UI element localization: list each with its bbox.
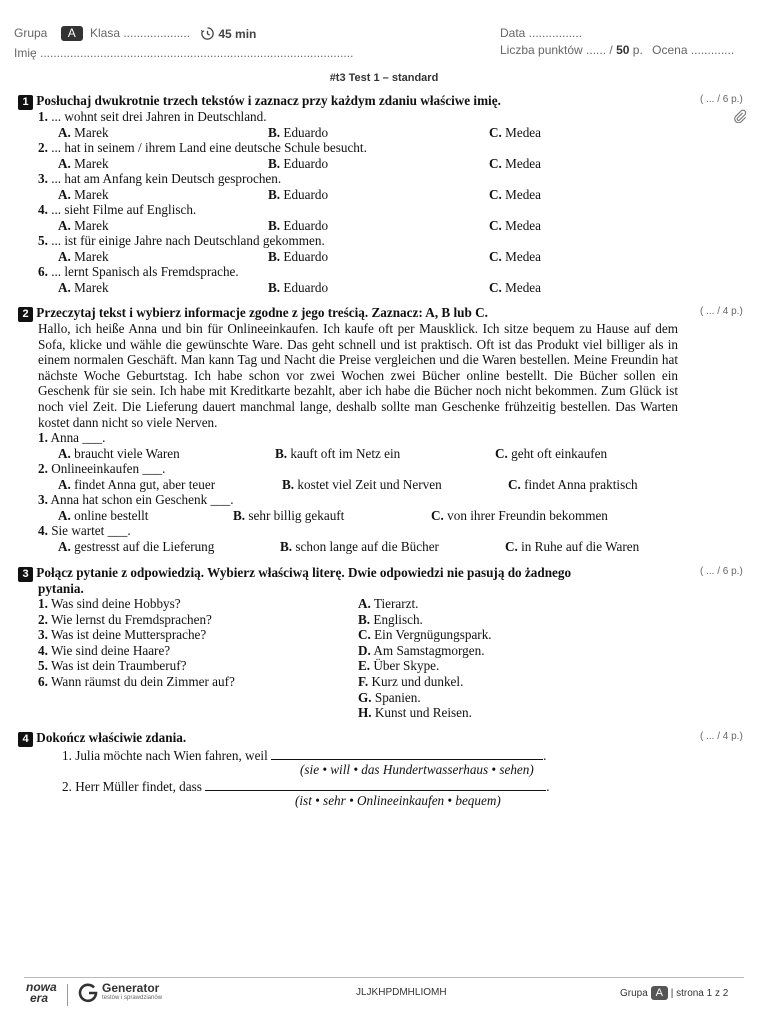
question-item: 6. ... lernt Spanisch als Fremdsprache. — [38, 264, 239, 279]
option-a[interactable]: A. online bestellt — [58, 507, 149, 523]
option-c[interactable]: C. Medea — [489, 124, 542, 140]
option-a[interactable]: A. Marek — [58, 155, 109, 171]
completion-item: 2. Herr Müller findet, dass . — [62, 779, 550, 794]
task-3-points: ( ... / 6 p.) — [700, 566, 743, 577]
question-item: 5. ... ist für einige Jahre nach Deutschland gekommen. — [38, 233, 325, 248]
answer-line[interactable] — [205, 777, 546, 791]
option-a[interactable]: A. gestresst auf die Lieferung — [58, 538, 215, 554]
task-number: 1 — [18, 95, 33, 110]
question-item: 2. ... hat in seinem / ihrem Land eine deutsche Schule besucht. — [38, 140, 367, 155]
question-item: 1. Anna ___. — [38, 430, 106, 445]
task-3-heading-cont: pytania. — [38, 581, 84, 596]
match-answer[interactable]: G. Spanien. — [358, 689, 421, 705]
option-c[interactable]: C. geht oft einkaufen — [495, 445, 608, 461]
question-item: 1. ... wohnt seit drei Jahren in Deutschland. — [38, 109, 267, 124]
option-b[interactable]: B. kauft oft im Netz ein — [275, 445, 401, 461]
answer-line[interactable] — [271, 746, 543, 760]
generator-logo — [77, 982, 99, 1009]
match-answer[interactable]: C. Ein Vergnügungspark. — [358, 627, 492, 643]
option-c[interactable]: C. Medea — [489, 248, 542, 264]
option-b[interactable]: B. Eduardo — [268, 279, 329, 295]
match-question: 6. Wann räumst du dein Zimmer auf? — [38, 674, 235, 689]
option-b[interactable]: B. Eduardo — [268, 186, 329, 202]
match-answer[interactable]: B. Englisch. — [358, 611, 423, 627]
option-b[interactable]: B. schon lange auf die Bücher — [280, 538, 439, 554]
test-code: JLJKHPDMHLIOMH — [356, 987, 447, 998]
logo-divider — [67, 984, 68, 1006]
option-c[interactable]: C. in Ruhe auf die Waren — [505, 538, 640, 554]
time-field: 45 min — [200, 26, 256, 41]
word-hint: (ist • sehr • Onlineeinkaufen • bequem) — [295, 793, 501, 808]
option-b[interactable]: B. Eduardo — [268, 217, 329, 233]
option-c[interactable]: C. Medea — [489, 155, 542, 171]
option-c[interactable]: C. von ihrer Freundin bekommen — [431, 507, 608, 523]
question-item: 2. Onlineeinkaufen ___. — [38, 461, 166, 476]
match-answer[interactable]: D. Am Samstagmorgen. — [358, 642, 485, 658]
nowa-era-logo: nowa era — [26, 980, 57, 1005]
group-field: Grupa A — [14, 26, 83, 41]
task-number: 4 — [18, 732, 33, 747]
option-c[interactable]: C. findet Anna praktisch — [508, 476, 638, 492]
task-4-heading: 4 Dokończ właściwie zdania. — [18, 730, 186, 747]
question-item: 4. ... sieht Filme auf Englisch. — [38, 202, 197, 217]
group-badge: A — [61, 26, 83, 41]
option-b[interactable]: B. Eduardo — [268, 248, 329, 264]
question-item: 3. Anna hat schon ein Geschenk ___. — [38, 492, 234, 507]
task-number: 2 — [18, 307, 33, 322]
reading-text: Hallo, ich heiße Anna und bin für Onlineeinkaufen. Ich kaufe oft per Mausklick. Ich sitze bequem zu Hause auf dem Sofa, klicke und wähle die gewünschte Ware. Das geht schnell und ist praktisch. Oft ist das Produkt viel billiger als in einem normalen Geschäft. Man kann Tag und Nacht die Preise vergleichen und die Waren bestellen. Meine Freundin hat nächste Woche Geburtstag. Ich habe schon vor zwei Wochen zwei Bücher online bestellt. Die Bücher sollen ein Geschenk für sie sein. Ich habe mit Kreditkarte bezahlt, aber ich habe die Bücher noch nicht bekommen. Zum Glück ist noch viel Zeit. Die Lieferung dauert manchmal lange, deshalb sollte man Geschenke frühzeitig bestellen. Das Warten kostet dann nicht so viele Nerven. — [38, 321, 678, 430]
completion-item: 1. Julia möchte nach Wien fahren, weil . — [62, 748, 547, 763]
class-field: Klasa .................... — [90, 26, 191, 40]
option-a[interactable]: A. Marek — [58, 217, 109, 233]
question-item: 4. Sie wartet ___. — [38, 523, 131, 538]
paperclip-icon — [733, 109, 747, 128]
option-c[interactable]: C. Medea — [489, 186, 542, 202]
word-hint: (sie • will • das Hundertwasserhaus • sehen) — [300, 762, 534, 777]
option-a[interactable]: A. Marek — [58, 248, 109, 264]
task-number: 3 — [18, 567, 33, 582]
task-1-points: ( ... / 6 p.) — [700, 94, 743, 105]
date-field: Data ................ — [500, 26, 583, 40]
test-title: #t3 Test 1 – standard — [329, 72, 439, 84]
option-a[interactable]: A. Marek — [58, 186, 109, 202]
match-question: 5. Was ist dein Traumberuf? — [38, 658, 187, 674]
match-answer[interactable]: H. Kunst und Reisen. — [358, 705, 472, 721]
option-a[interactable]: A. braucht viele Waren — [58, 445, 180, 461]
task-2-heading: 2 Przeczytaj tekst i wybierz informacje zgodne z jego treścią. Zaznacz: A, B lub C. — [18, 305, 488, 322]
option-b[interactable]: B. kostet viel Zeit und Nerven — [282, 476, 442, 492]
points-field: Liczba punktów ...... / 50 p. Ocena ............. — [500, 43, 735, 57]
match-question: 3. Was ist deine Muttersprache? — [38, 627, 207, 643]
match-answer[interactable]: E. Über Skype. — [358, 658, 440, 674]
generator-subtitle: testów i sprawdzianów — [102, 995, 163, 1001]
timer-icon — [200, 26, 215, 41]
group-badge: A — [651, 986, 668, 1000]
option-a[interactable]: A. findet Anna gut, aber teuer — [58, 476, 216, 492]
generator-title: Generator — [102, 981, 160, 995]
option-c[interactable]: C. Medea — [489, 279, 542, 295]
match-question: 1. Was sind deine Hobbys? — [38, 596, 181, 611]
footer-divider — [24, 977, 744, 978]
match-question: 4. Wie sind deine Haare? — [38, 642, 171, 658]
match-answer[interactable]: F. Kurz und dunkel. — [358, 674, 464, 689]
option-b[interactable]: B. Eduardo — [268, 124, 329, 140]
name-field: Imię .............................................................................................. — [14, 46, 354, 60]
option-b[interactable]: B. Eduardo — [268, 155, 329, 171]
generator-g-icon — [77, 982, 99, 1004]
option-a[interactable]: A. Marek — [58, 124, 109, 140]
task-1-heading: 1 Posłuchaj dwukrotnie trzech tekstów i zaznacz przy każdym zdaniu właściwe imię. — [18, 93, 501, 110]
footer-page-info: Grupa A | strona 1 z 2 — [620, 987, 729, 999]
option-b[interactable]: B. sehr billig gekauft — [233, 507, 345, 523]
match-answer[interactable]: A. Tierarzt. — [358, 596, 419, 611]
match-question: 2. Wie lernst du Fremdsprachen? — [38, 611, 212, 627]
task-4-points: ( ... / 4 p.) — [700, 731, 743, 742]
task-2-points: ( ... / 4 p.) — [700, 306, 743, 317]
task-3-heading: 3 Połącz pytanie z odpowiedzią. Wybierz właściwą literę. Dwie odpowiedzi nie pasują do żadnego — [18, 565, 571, 582]
option-c[interactable]: C. Medea — [489, 217, 542, 233]
question-item: 3. ... hat am Anfang kein Deutsch gesprochen. — [38, 171, 282, 186]
option-a[interactable]: A. Marek — [58, 279, 109, 295]
